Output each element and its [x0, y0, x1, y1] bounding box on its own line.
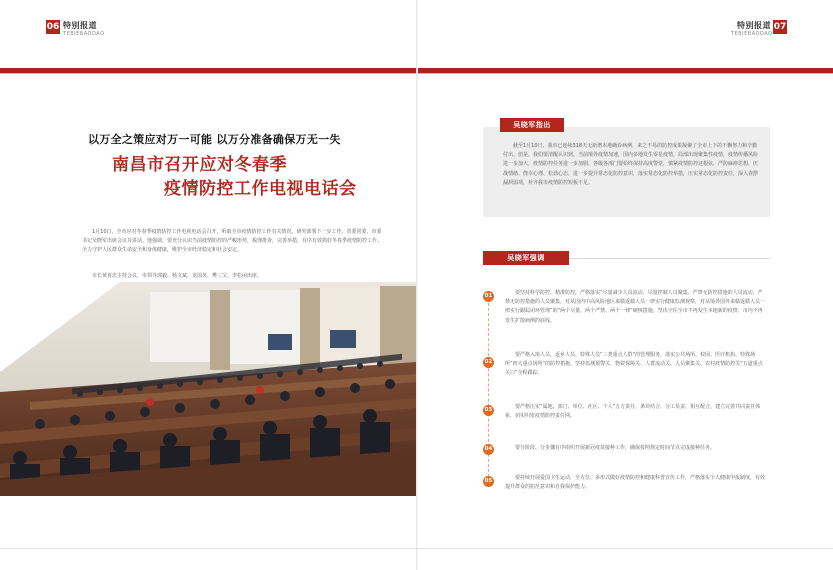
callout-text: 截至1月10日，我市已连续318天无新增本地确诊病例，来之不易的防控成果凝聚了全市上下的不懈努力和辛勤付出。但是，我们要清醒认识到，当前境外疫情加速，国内多地发生零星疫情，局部出现聚集性疫情，疫情传播风险进一步加大，疫情防控任务进一步加剧。各级各部门要始终保持高度警觉，慎紧疫情防控这根弦，严防麻痹思想、厌战情绪、侥幸心理、松劲心态，进一步提升常态化防控意识，落实常态化防控举措，压实常态化防控责任，深入查摆漏洞弱项，补齐我市疫情防控短板不足。	[503, 143, 759, 186]
item-number-1: 01	[483, 291, 494, 302]
item-text-5: 要持续开展爱国卫生运动，全方位、多形式做好疫情防控和健康科普宣传工作，严格落实个人健康申报制度，有效提升群众的防范意识和自我保护能力。	[505, 475, 766, 491]
item-number-4: 04	[483, 444, 494, 455]
timeline-line	[488, 303, 490, 487]
headline-line-2: 疫情防控工作电视电话会	[164, 179, 357, 199]
callout-tag: 吴晓军指出	[500, 118, 564, 132]
headline-line-1: 南昌市召开应对冬春季	[112, 155, 287, 175]
article-paragraph-2: 市长黄喜忠主持会议，市领导郭毅、杨文斌、龙国英、樊三宝、李松闲出席。	[92, 273, 263, 279]
right-header-title: 特别报道	[737, 21, 771, 30]
section-tag: 吴晓军强调	[483, 251, 569, 265]
item-number-3: 03	[483, 405, 494, 416]
item-number-2: 02	[483, 357, 494, 368]
right-page-number: 07	[773, 22, 787, 32]
article-paragraph-1: 1月10日，全市应对冬春季疫情防控工作电视电话会召开，听取全市疫情防控工作有关情况，研究部署下一步工作。省委常委、市委书记吴晓军出席会议并讲话。他强调，要充分认识当前疫情防控的严峻形势，梳理排查，完善举措，有序有效抓好冬春季疫情防控工作。全力守护人民群众生命安全和身体健康，维护全市经济稳定和社会安定。	[82, 229, 383, 253]
item-text-1: 要坚持科学防控、精准防控，严格落实“尽量减少人员流动、尽量控制人员聚集、严禁无防控措施的人员流动、严禁无防控措施的人员聚集，对从国内中高风险地区来赣返赣人员一律实行健康监测观察，对从境外国外来赣返赣人员一律实行跟踪闭环管理”的“两个尽量、两个严禁、两个一律”硬核措施，坚决守住全市不再发生本地新的疫情、市内不再发生扩散病例的底线。	[505, 290, 766, 324]
left-header-subtitle: TEBIEBAODAO	[63, 31, 105, 37]
left-page-number: 06	[46, 22, 60, 32]
item-text-2: 要严格入境人员、返乡人员、特殊人员“三类重点人群”的管理服务，落实公共场所、校园、医疗机构、特殊场所“四大重点场所”的防控措施，坚持监测预警关、物资保障关、人群流动关、人员聚集关、农村疫情防控关“五道重点关口”全程跟踪。	[505, 352, 763, 377]
item-number-5: 05	[483, 476, 494, 487]
item-text-4: 要分阶段、分步骤有序组织开展新冠疫苗接种工作，确保按照规定时间节点完成接种任务。	[515, 445, 716, 451]
bottom-rule	[0, 548, 833, 549]
right-header-subtitle: TEBIEBAODAO	[731, 31, 773, 37]
section-rule	[569, 258, 770, 259]
page-gutter	[416, 0, 418, 570]
meeting-photo	[0, 282, 416, 496]
item-text-3: 要严格压实“属地、部门、单位、社区、个人”五方责任，条块结合、分工负责、相互配合，建立完善共同责任体系，切实织密疫情防控责任网。	[505, 404, 761, 420]
left-header-title: 特别报道	[63, 21, 97, 30]
headline-subtitle: 以万全之策应对万一可能 以万分准备确保万无一失	[88, 133, 341, 146]
